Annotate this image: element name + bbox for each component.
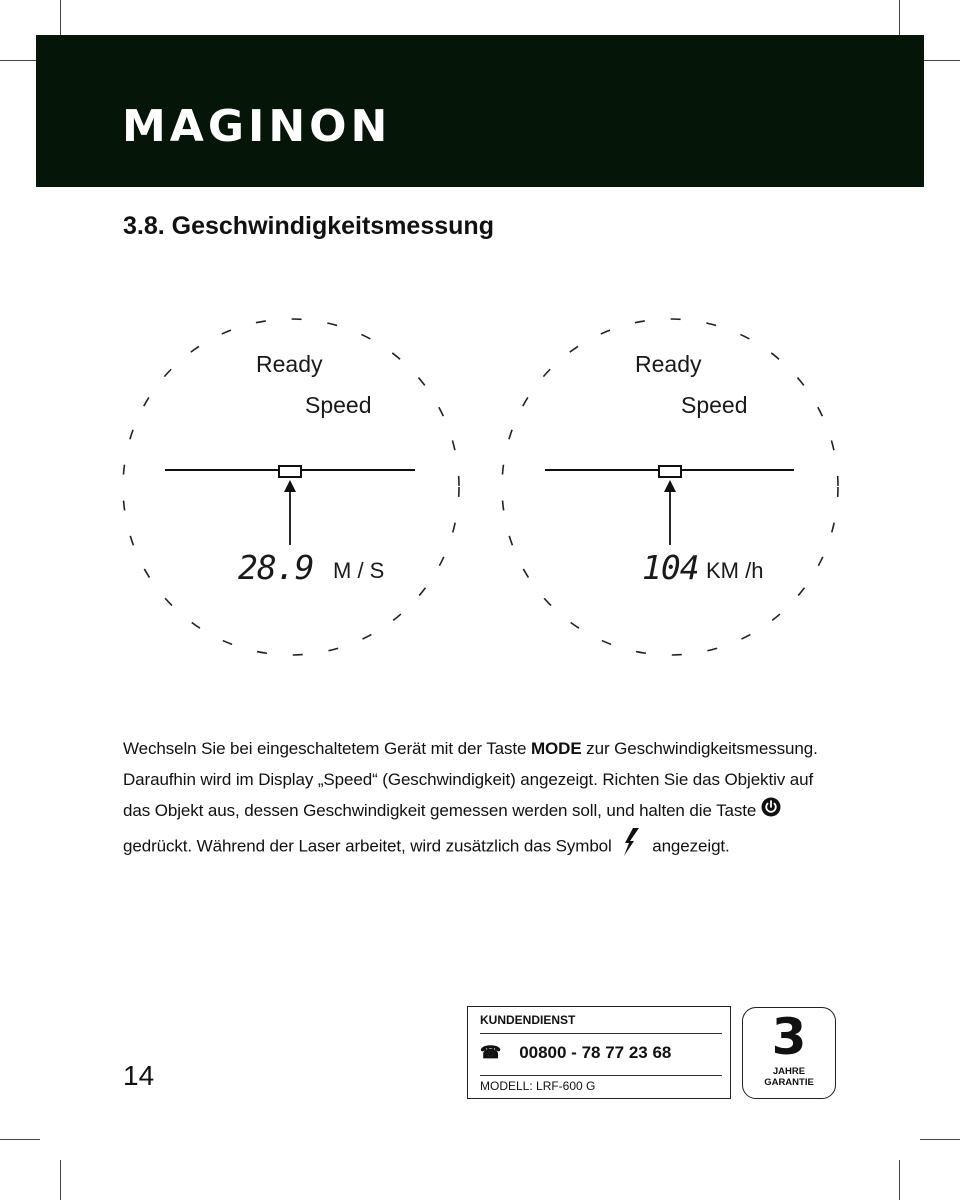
warranty-badge [742,1007,836,1099]
mode-speed-text: Speed [305,392,372,418]
crop-mark [60,0,61,40]
page-number: 14 [123,1060,155,1091]
crop-mark [920,60,960,61]
target-box [659,466,681,477]
crop-mark [60,1160,61,1200]
divider [480,1033,722,1034]
instruction-paragraph [123,733,843,867]
rangefinder-displays [0,300,960,680]
status-ready-text: Ready [256,351,323,377]
speed-unit: M / S [333,558,385,583]
mode-speed-text: Speed [681,392,748,418]
arrow-up-icon [284,480,296,492]
power-icon [761,796,781,827]
instruction-text: zur Geschwindigkeitsmessung. Daraufhin wird im Display „Speed“ (Geschwindigkeit) angezeigt. Richten Sie das Objektiv auf das Objekt aus, dessen Geschwindigkeit gemessen werden soll, und halten die Taste [123,739,818,820]
crop-mark [920,1139,960,1140]
speed-reading: 104 [642,548,699,587]
instruction-text: angezeigt. [647,836,730,856]
display-speed-kmh [502,319,838,655]
crop-mark [0,1139,40,1140]
section-title: 3.8. Geschwindigkeitsmessung [123,212,494,240]
phone-icon: ☎ [480,1043,502,1062]
mode-key-label: MODE [530,739,582,758]
instruction-text: gedrückt. Während der Laser arbeitet, wird zusätzlich das Symbol [123,836,612,856]
warranty-label [743,1066,835,1088]
arrow-up-icon [664,480,676,492]
service-label: KUNDENDIENST [480,1013,576,1027]
speed-unit: KM /h [706,558,764,583]
crop-mark [0,60,40,61]
speed-reading: 28.9 [238,548,314,587]
divider [480,1075,722,1076]
lightning-icon [621,827,643,867]
warranty-line-1: JAHRE [772,1066,806,1077]
status-ready-text: Ready [635,351,702,377]
service-phone-number: 00800 - 78 77 23 68 [519,1043,672,1062]
warranty-line-2: GARANTIE [764,1077,814,1088]
model-label: MODELL: LRF-600 G [480,1079,596,1093]
warranty-years: 3 [771,1008,807,1066]
service-phone-row [480,1043,671,1063]
brand-logo: MAGINON [122,101,392,152]
crop-mark [899,1160,900,1200]
instruction-text: Wechseln Sie bei eingeschaltetem Gerät mit der Taste [123,739,531,758]
customer-service-box [467,1006,731,1099]
crop-mark [899,0,900,40]
target-box [279,466,301,477]
display-speed-ms [123,319,459,655]
